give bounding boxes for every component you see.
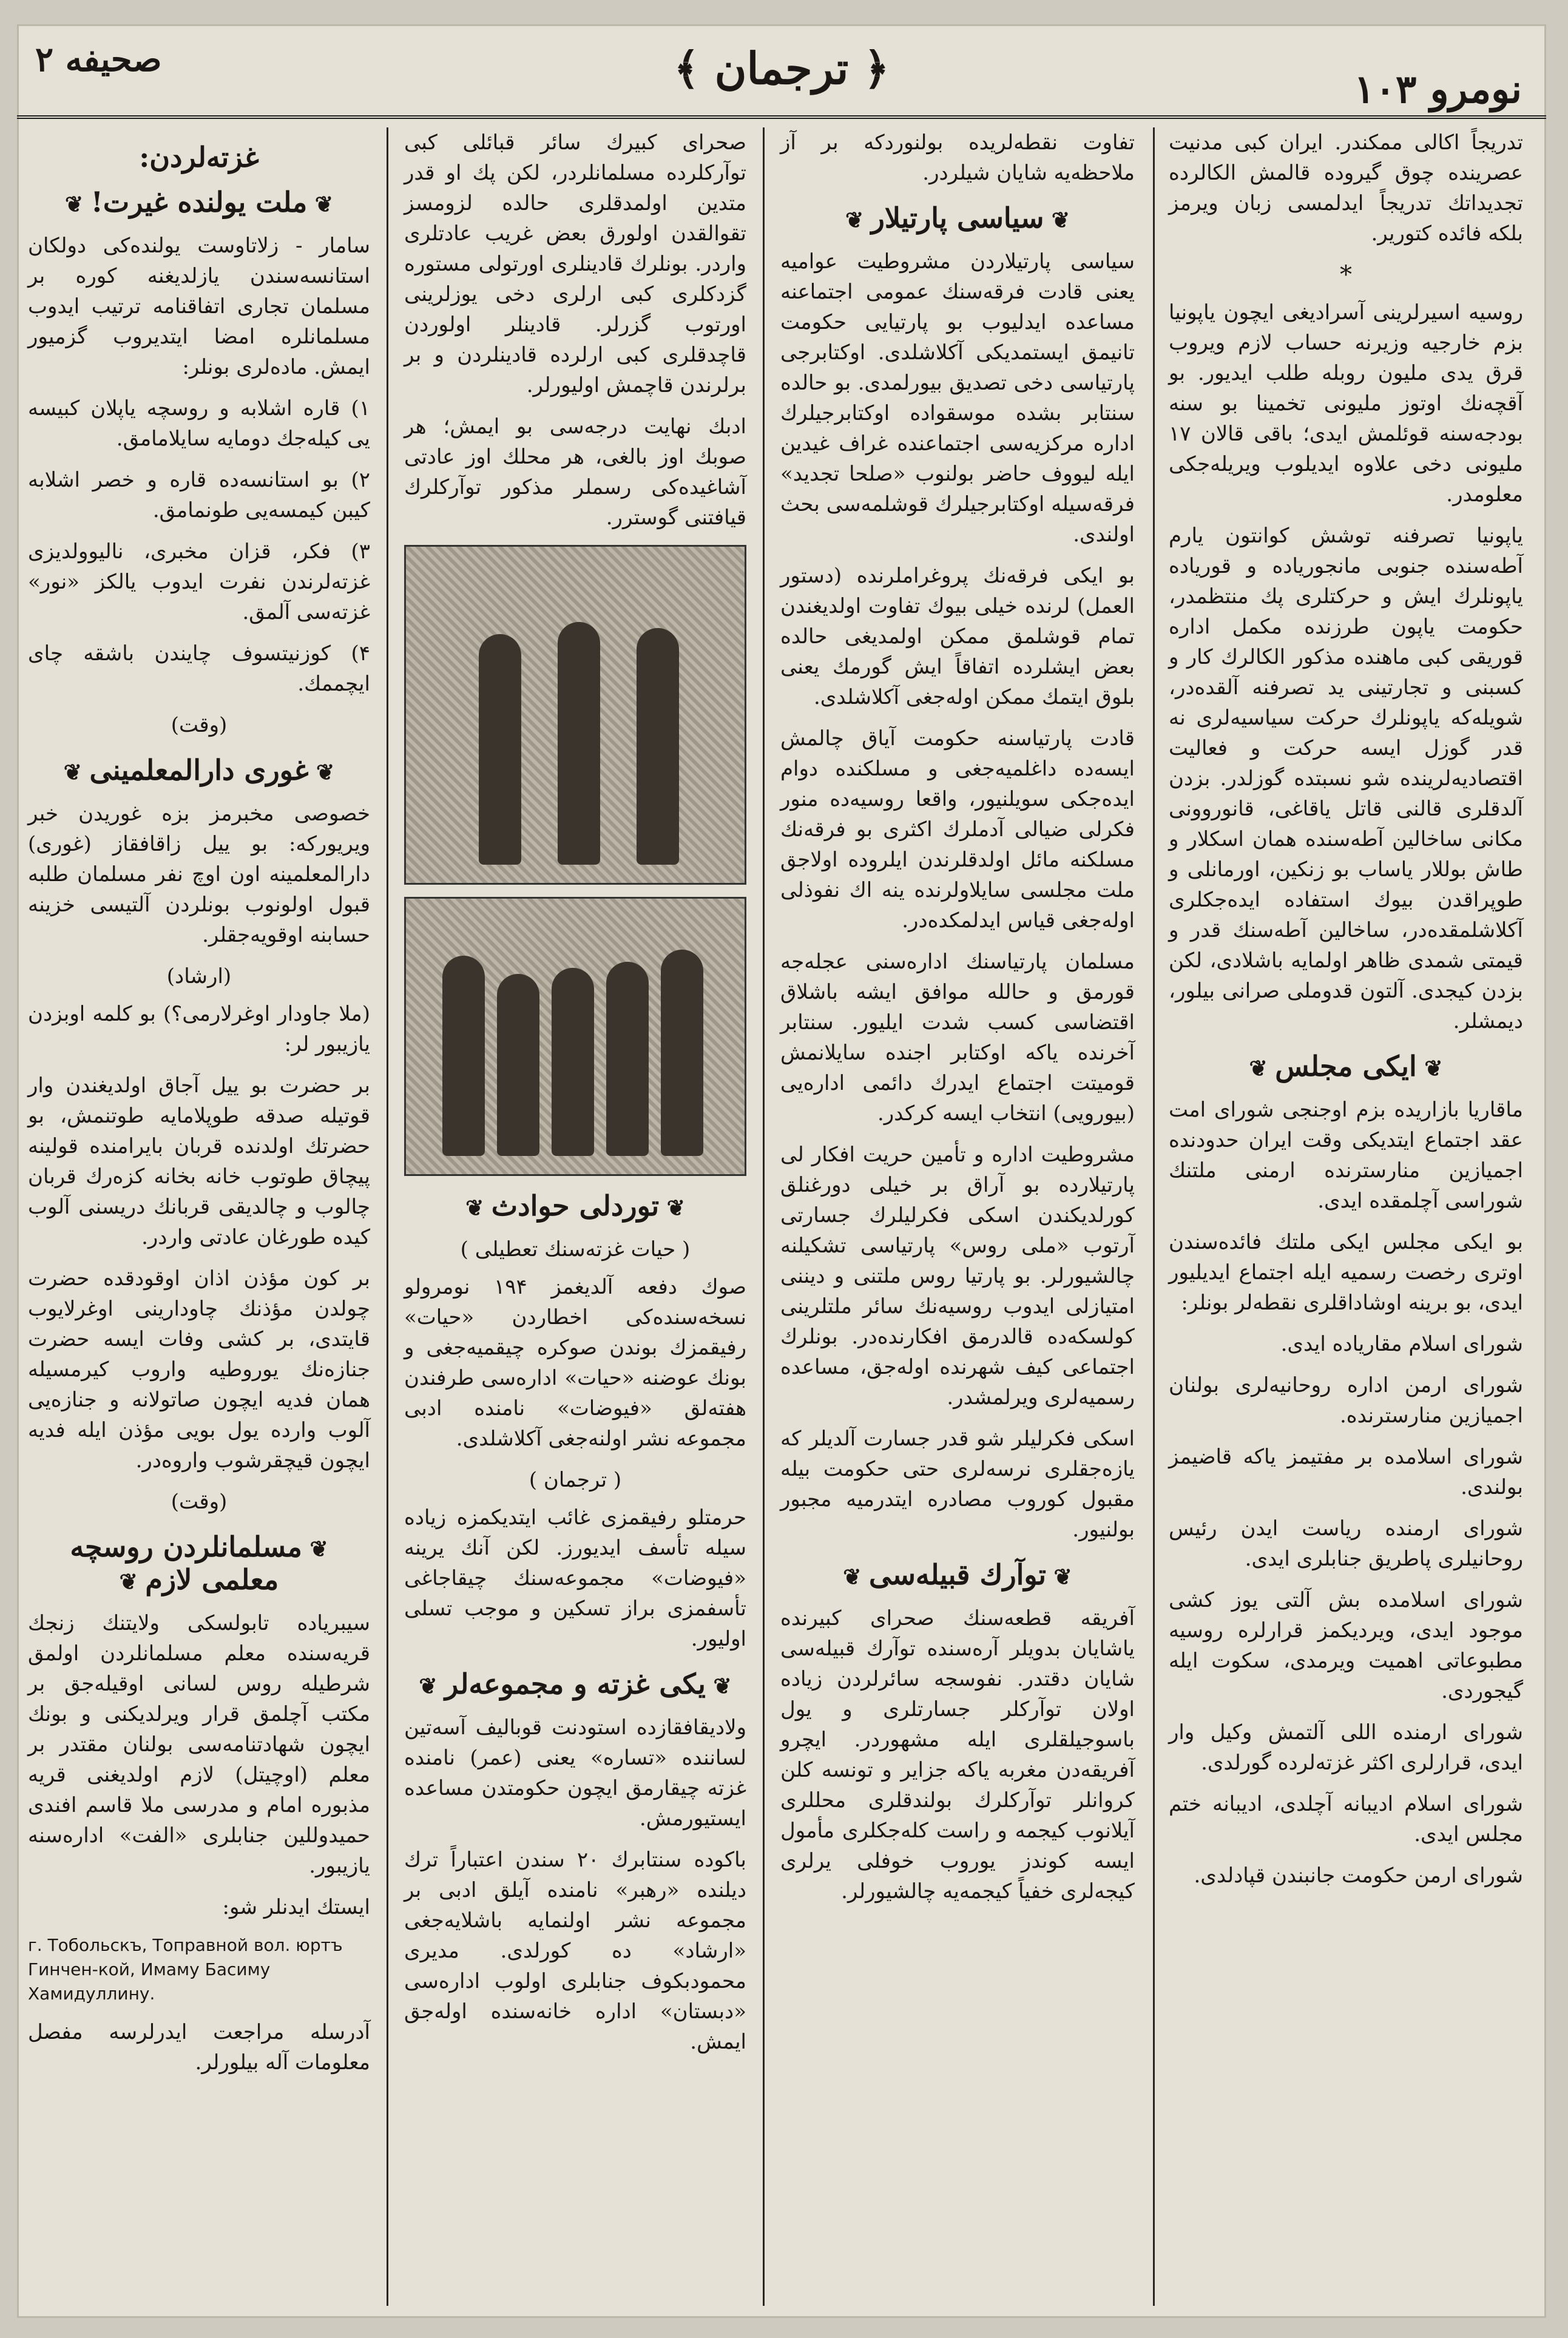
ornament-icon: ❦	[465, 1195, 492, 1221]
tuareg-men-illustration	[404, 545, 746, 885]
ornament-icon: ❦	[119, 1569, 146, 1595]
section-heading: ❦ توآرك قبیله‌سی ❦	[843, 1558, 1072, 1591]
paragraph: آفریقه قطعه‌سنك صحرای کبیرنده یاشایان بدویلر آره‌سنده توآرك قبیله‌سی شایان دقتدر. نفوسجه سائرلردن زیاده اولان توآرکلر جسارتلری و یول باسوجیلقلری ایله مشهوردر. ایچرو آفریقه‌دن مغربه یاکه جزایر و تونسه کلن کروانلر توآرکلرك بولندقلری محللری آیلانوب کیجمه و راست کله‌جکلری مأمول ایسه کوندز یوروب خوفلی یرلری کیجه‌لری خفیاً کیجمه‌یه چالشیورلر.	[780, 1606, 1135, 1904]
ornament-icon: ❦	[705, 1674, 732, 1699]
newspaper-page	[17, 24, 1546, 2318]
figure-silhouette	[442, 956, 485, 1156]
ornament-icon: ❦	[845, 208, 871, 233]
paragraph: شورای اسلامده بش آلتی یوز کشی موجود ایدی، ویردیکمز قرارلره روسیه مطبوعاتی اهمیت ویرمدی، سکوت ایله گیجوردی.	[1169, 1588, 1523, 1703]
paragraph: مشروطیت اداره و تأمین حریت افکار لی پارتیلارده بو آراق بر خیلی دورغنلق کورلدیکندن اسکی فکرلیلرك جسارتی آرتوب «ملی روس» پارتیاسی تشکیلنه چالشیورلر. بو پارتیا روس ملتنی و دیننی امتیازلی ایدوب روسیه‌نك سائر ملتلرینی کولسکه‌ده قالدرمق افکارنده‌در. بونلرك اجتماعی کیف شهرنده اوله‌جق، مساعده رسمیه‌لری ویرلمشدر.	[780, 1143, 1135, 1410]
section-heading: ❦ سیاسی پارتیلار ❦	[845, 201, 1070, 234]
paragraph: آدرسله مراجعت ایدرلرسه مفصل معلومات آله بیلورلر.	[28, 2020, 370, 2075]
paragraph: شورای اسلام مقاریاده ایدی.	[1280, 1332, 1523, 1356]
section-heading: ❦ یکی غزته و مجموعه‌لر ❦	[419, 1667, 732, 1700]
newspaper-title: ﴿ ترجمان ﴾	[674, 42, 890, 94]
paragraph: صوك دفعه آلدیغمز ۱۹۴ نومرولو نسخه‌سنده‌کی اخطاردن «حیات» رفیقمزك بوندن صوکره چیقمیه‌جغی و بونك عوضنه «حیات» اداره‌سی طرفندن هفته‌لق «فیوضات» نامنده ادبی مجموعه نشر اولنه‌جغی آکلاشلدی.	[404, 1275, 746, 1451]
paragraph: روسیه اسیرلرینی آسرادیغی ایچون یاپونیا بزم خارجیه وزیرنه حساب لازم ویروب قرق یدی ملیون روبله طلب ایدیور. بو آقچه‌نك اوتوز ملیونی تخمینا بو سنه بودجه‌سنه قوئلمش ایدی؛ باقی قالان ۱۷ ملیونی دخی علاوه ایدیلوب ویریله‌جکی معلومدر.	[1169, 300, 1523, 507]
paragraph: بر حضرت بو ییل آجاق اولدیغندن وار قوتیله صدقه طوپلامایه طوتنمش، بو حضرتك اولدنده قربان بایرامنده قولینه پیچاق طوتوب خانه بخانه کزه‌رك قربان چالوب و چالدیقی قربانك دریسنی آلوب کیده طورغان عادتی واردر.	[28, 1073, 370, 1249]
paragraph: حرمتلو رفیقمزی غائب ایتدیکمزه زیاده سیله تأسف ایدیورز. لکن آنك یرینه «فیوضات» مجموعه‌سنك چیقاجاغی تأسفمزی براز تسکین و موجب تسلی اولیور.	[404, 1505, 746, 1651]
paragraph: بو ایکی مجلس ایکی ملتك فائده‌سندن اوتری رخصت رسمیه ایله اجتماع ایدیلیور ایدی، بو برینه اوشاداقلری نقطه‌لر بونلر:	[1169, 1230, 1523, 1315]
paragraph: خصوصی مخبرمز بزه غوریدن خبر ویریورکه: بو ییل زاقافقاز (غوری) دارالمعلمینه اون اوچ نفر مسلمان طلبه قبول اولونوب بونلردن آلتیسی خزینه حسابنه اوقویه‌جقلر.	[28, 802, 370, 947]
paragraph: باکوده سنتابرك ۲۰ سندن اعتباراً ترك دیلنده «رهبر» نامنده آیلق ادبی بر مجموعه نشر اولنمایه باشلایه‌جغی «ارشاد» ده کورلدی. مدیری محمودبکوف جنابلری اولوب اداره‌سی «دبستان» اداره خانه‌سنده اوله‌جق ایمش.	[404, 1848, 746, 2054]
column-rule	[1153, 127, 1155, 2306]
paragraph: تفاوت نقطه‌لریده بولنوردکه بر آز ملاحظه‌یه شایان شیلردر.	[780, 130, 1135, 185]
postal-address: г. Тобольскъ, Топравной вол. юртъ Гинчен-кой, Имаму Басиму Хамидуллину.	[28, 1935, 343, 2004]
column-rule	[387, 127, 388, 2306]
ornament-icon: ❦	[1046, 1564, 1072, 1590]
paragraph: تدریجاً اکالی ممکندر. ایران کبی مدنیت عصرینده چوق گیروده قالمش الکالرده تجدیداتك تدریجاً ایدلمسی زبان ویرمز بلکه فائده کتوریر.	[1169, 130, 1523, 246]
paragraph: سیاسی پارتیلاردن مشروطیت عوامیه یعنی قادت فرقه‌سنك عمومی اجتماعنه مساعده ایدلیوب بو پارتیایی حکومت تانیمق ایستمدیکی آکلاشلدی. اوکتابرجی پارتیاسی دخی تصدیق بیورلمدی. بو حالده سنتابر بشده موسقواده اوکتابرجیلرك اداره مرکزیه‌سی اجتماعنده غراف غیدین ایله لیووف حاضر بولنوب «صلحا تجدید» فرقه‌سیله اوکتابرجیلرك قوشلمه‌سی بحث اولندی.	[780, 249, 1135, 547]
paragraph: ۳) فکر، قزان مخبری، نالیوولدیزی غزته‌لرندن نفرت ایدوب یالکز «نور» غزته‌سی آلمق.	[28, 539, 370, 624]
ornament-icon: ❦	[843, 1564, 869, 1590]
figure-silhouette	[479, 634, 521, 865]
section-heading: ❦ ملت یولنده غیرت! ❦	[65, 186, 333, 218]
paragraph: شورای اسلام ادیبانه آچلدی، ادیبانه ختم مجلس ایدی.	[1169, 1792, 1523, 1846]
section-heading: ❦ توردلی حوادث ❦	[465, 1189, 685, 1222]
issue-number: نومرو ۱۰۳	[1354, 67, 1522, 112]
column-4	[17, 127, 381, 2306]
page-number: صحیفه ۲	[35, 39, 162, 79]
paragraph: بر کون مؤذن اذان اوقودقده حضرت چولدن مؤذنك چاودارینی اوغرلایوب قایتدی، بر کشی وفات ایسه حضرت جنازه‌نك یوروطیه واروب کیرمسیله همان فدیه ایچون صاتولانه و جنازه‌یی آلوب وارده یول بویی مؤذن ایله فدیه ایچون قیچقرشوب واروه‌در.	[28, 1266, 370, 1473]
paragraph: بو ایکی فرقه‌نك پروغراملرنده (دستور العمل) لرنده خیلی بیوك تفاوت اولدیغندن تمام قوشلمق ممکن اولمدیغی حالده بعض ایشلرده اتفاقاً ایش گورمك یعنی بلوق ایتمك ممکن اوله‌جغی آکلاشلدی.	[780, 564, 1135, 709]
tuareg-women-illustration	[404, 897, 746, 1176]
subheading: ( ترجمان )	[529, 1468, 622, 1492]
ornament-icon: ❦	[63, 760, 90, 785]
ornament-icon: ❦	[307, 192, 333, 217]
paragraph: یاپونیا تصرفنه توشش کوانتون یارم آطه‌سنده جنوبی مانجوریاده و قوریاده یاپونلرك ایش و حرکتلری پك منتظمدر، حکومت یاپون طرزنده مکمل اداره قوریقی کبی ماهنده مذکور الکالرك کار و کسبنی و تجارتینی ید تصرفنه آلقده‌در، شویله‌که یاپونلرك حرکت سیاسیه‌لری نه قدر گوزل ایسه حرکت و فعالیت اقتصادیه‌لرینده شو نسبتده گوزلدر. بزدن آلدقلری قالنی قاتل یاقاغی، قانوروونی مکانی ساخالین آطه‌سنده همان اسکلار و طاش بوللار یاساب بو زنکین، اورمانلی و طوپراقدن بیوك استفاده ایده‌جکلری آکلاشلمقده‌در، ساخالین آطه‌سنك قدر و قیمتی شمدی ظاهر اولمایه باشلادی، لکن بزدن کیجدی. آلتون قدوملی صرانی بیلور، دیمشلر.	[1169, 524, 1523, 1033]
column-3	[393, 127, 757, 2306]
separator-star: *	[1340, 261, 1352, 289]
paragraph: شورای ارمن اداره روحانیه‌لری بولنان اجمیازین منارسترنده.	[1169, 1373, 1523, 1428]
paragraph: قادت پارتیاسنه حکومت آیاق چالمش ایسه‌ده داغلمیه‌جغی و مسلکنده دوام ایده‌جکی سویلنیور، واقعا روسیه‌ده منور فکرلی ضیالی آدملرك اکثری بو فرقه‌نك مسلکنه مائل اولدقلرندن ایلروده اولاجق ملت مجلسی سایلاولرنده ینه اك نفوذلی اوله‌جغی قیاس ایدلمکده‌در.	[780, 726, 1135, 933]
figure-silhouette	[606, 962, 649, 1156]
source-label: (وقت)	[171, 713, 228, 737]
paragraph: شورای ارمن حکومت جانبندن قپادلدی.	[1194, 1863, 1523, 1888]
paragraph: ادبك نهایت درجه‌سی بو ایمش؛ هر صوبك اوز بالغی، هر محلك اوز عادتی آشاغیده‌کی رسملر مذکور توآرکلرك قیافتنی گوسترر.	[404, 414, 746, 530]
ornament-icon: ❦	[1416, 1056, 1443, 1081]
ornament-icon: ❦	[65, 192, 91, 217]
paragraph: مسلمان پارتیاسنك اداره‌سنی عجله‌جه قورمق و حالله موافق ایشه باشلاق اقتضاسی کسب شدت ایلیور. سنتابر آخرنده یاکه اوکتابر اجنده سایلانمش قومیتت اجتماع ایدرك دائمی اداره‌یی (بیورویی) انتخاب ایسه کرکدر.	[780, 950, 1135, 1126]
figure-silhouette	[558, 622, 600, 865]
paragraph: ایستك ایدنلر شو:	[222, 1895, 370, 1919]
ornament-icon: ❦	[419, 1674, 445, 1699]
ornament-icon: ❦	[308, 760, 335, 785]
column-rule	[763, 127, 765, 2306]
paragraph: صحرای کبیرك سائر قبائلی کبی توآرکلرده مسلمانلردر، لکن پك او قدر متدین اولمدقلری حالده لزومسز تقوالقدن اولورق بعض غریب عادتلری واردر. بونلرك قادینلری اورتولی مستوره گزدکلری کبی ارلری دخی یوزلرینی اورتوب گزرلر. قادینلر اولوردن قاچدقلری کبی ارلرده قادینلردن و بر برلرندن قاچمش اولیورلر.	[404, 130, 746, 397]
paragraph: (ملا جاودار اوغرلارمی؟) بو کلمه اوبزدن یازیبور لر:	[28, 1002, 370, 1056]
section-heading: غزته‌لردن:	[139, 141, 259, 174]
masthead	[17, 24, 1546, 119]
section-heading: ❦ غوری دارالمعلمینی ❦	[63, 754, 335, 786]
section-heading: ❦ مسلمانلردن روسچه معلمی لازم ❦	[70, 1530, 328, 1596]
paragraph: ماقاریا بازاریده بزم اوجنجی شورای امت عقد اجتماع ایتدیکی وقت ایران حدودنده اجمیازین منارسترنده ارمنی ملتنك شوراسی آچلمقده ایدی.	[1169, 1098, 1523, 1213]
figure-silhouette	[661, 950, 703, 1156]
paragraph: ۲) بو استانسه‌ده قاره و خصر اشلابه کیبن کیمسه‌یی طونمامق.	[28, 468, 370, 522]
paragraph: ۴) کوزنیتسوف چایندن باشقه چای ایچممك.	[28, 641, 370, 696]
paragraph: سامار - زلاتاوست یولنده‌کی دولکان استانسه‌سندن یازلدیغنه کوره بر مسلمان تجاری اتفاقنامه ترتیب ایدوب مسلمانلره امضا ایتدیروب گزمیور ایمش. ماده‌لری بونلر:	[28, 234, 370, 379]
paragraph: اسکی فکرلیلر شو قدر جسارت آلدیلر که یازه‌جقلری نرسه‌لری حتی حکومت بیله مقبول کوروب مصادره ایتدرمیه مجبور بولنیور.	[780, 1427, 1135, 1542]
paragraph: ولادیقافقازده استودنت قوبالیف آسه‌تین لساننده «تساره» یعنی (عمر) نامنده غزته چیقارمق ایچون حکومتدن مساعده ایستیورمش.	[404, 1715, 746, 1831]
paragraph: شورای اسلامده بر مفتیمز یاکه قاضیمز بولندی.	[1169, 1445, 1523, 1499]
source-label: (وقت)	[171, 1490, 228, 1514]
source-label: (ارشاد)	[166, 964, 232, 988]
figure-silhouette	[552, 968, 594, 1156]
ornament-icon: ❦	[1249, 1056, 1276, 1081]
column-1	[1158, 127, 1534, 2306]
paragraph: سیبریاده تابولسکی ولایتنك زنجك قریه‌سنده معلم مسلمانلردن اولمق شرطیله روس لسانی اوقیله‌جق بر مکتب آچلمق قرار ویرلدیکنی و بونك ایچون شهادتنامه‌سی بولنان مقتدر بر معلم (اوچیتل) لازم اولدیغنی قریه مذبوره امام و مدرسی ملا قاسم افندی حمیدوللین جنابلری «الفت» اداره‌سنه یازیبور.	[28, 1611, 370, 1878]
figure-silhouette	[637, 628, 679, 865]
figure-silhouette	[497, 974, 539, 1156]
column-2	[769, 127, 1146, 2306]
ornament-icon: ❦	[659, 1195, 685, 1221]
subheading: ( حیات غزته‌سنك تعطیلی )	[460, 1237, 691, 1262]
paragraph: شورای ارمنده اللی آلتمش وکیل وار ایدی، قرارلری اکثر غزته‌لرده گورلدی.	[1169, 1720, 1523, 1775]
ornament-icon: ❦	[302, 1536, 328, 1562]
paragraph: ۱) قاره اشلابه و روسچه یاپلان کبیسه یی کیله‌جك دومایه سایلامامق.	[28, 396, 370, 451]
ornament-icon: ❦	[1044, 208, 1070, 233]
paragraph: شورای ارمنده ریاست ایدن رئیس روحانیلری پاطریق جنابلری ایدی.	[1169, 1516, 1523, 1571]
section-heading: ❦ ایکی مجلس ❦	[1249, 1050, 1443, 1083]
